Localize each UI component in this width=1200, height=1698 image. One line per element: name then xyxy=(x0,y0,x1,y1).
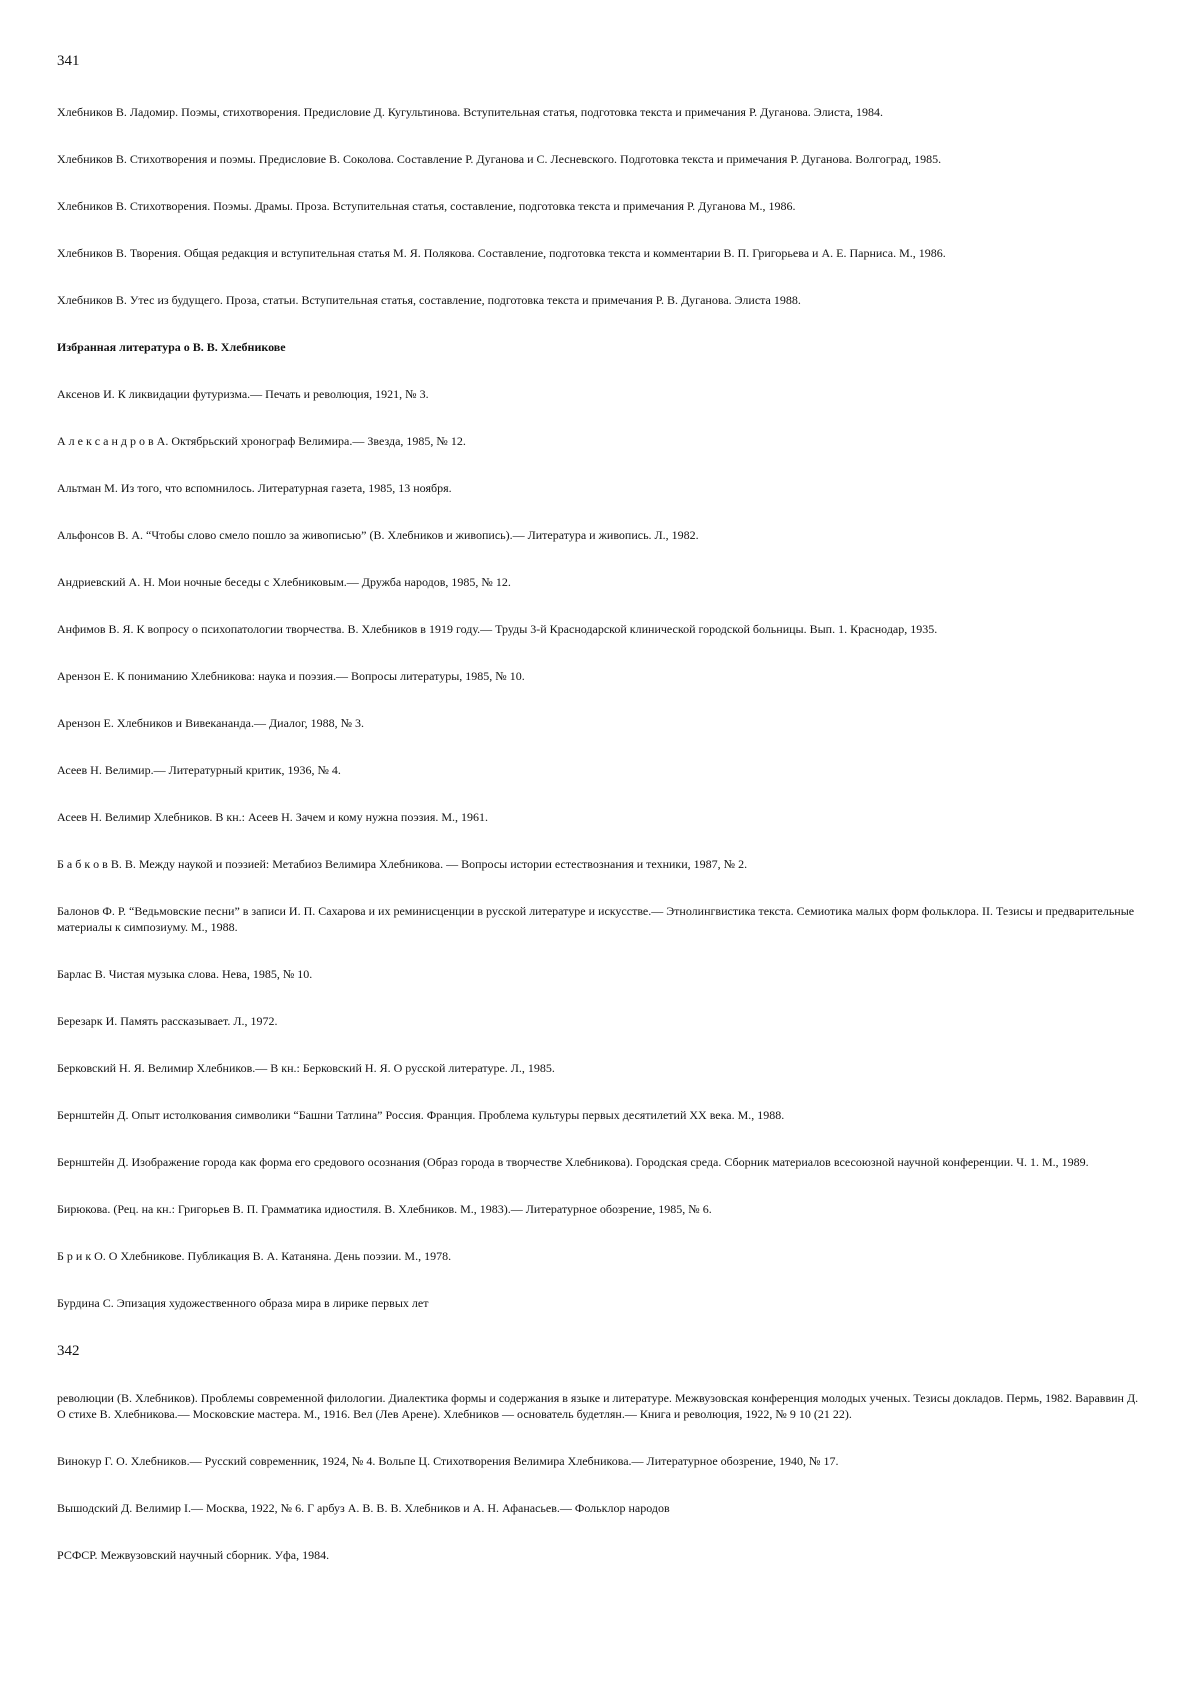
page-number: 341 xyxy=(57,53,80,69)
literature-entry: Винокур Г. О. Хлебников.— Русский современник, 1924, № 4. Вольпе Ц. Стихотворения Велимира Хлебникова.— Литературное обозрение, 1940, № 17. xyxy=(57,1454,839,1468)
literature-entry: Арензон Е. Хлебников и Вивекананда.— Диалог, 1988, № 3. xyxy=(57,716,365,730)
literature-entry: Бурдина С. Эпизация художественного образа мира в лирике первых лет xyxy=(57,1296,429,1310)
bibliography-entry: Хлебников В. Утес из будущего. Проза, статьи. Вступительная статья, составление, подготовка текста и примечания Р. В. Дуганова. Элиста 1988. xyxy=(57,293,801,307)
bibliography-entry: Хлебников В. Ладомир. Поэмы, стихотворения. Предисловие Д. Кугультинова. Вступительная статья, подготовка текста и примечания Р. Дуганова. Элиста, 1984. xyxy=(57,105,884,119)
literature-entry: Бернштейн Д. Опыт истолкования символики “Башни Татлина” Россия. Франция. Проблема культуры первых десятилетий XX века. М., 1988. xyxy=(57,1108,785,1122)
bibliography-entry: Хлебников В. Стихотворения. Поэмы. Драмы. Проза. Вступительная статья, составление, подготовка текста и примечания Р. Дуганова М., 1986. xyxy=(57,199,796,213)
literature-entry: Асеев Н. Велимир Хлебников. В кн.: Асеев Н. Зачем и кому нужна поэзия. М., 1961. xyxy=(57,810,489,824)
literature-entry: Березарк И. Память рассказывает. Л., 1972. xyxy=(57,1014,278,1028)
bibliography-entry: Хлебников В. Стихотворения и поэмы. Предисловие В. Соколова. Составление Р. Дуганова и С. Лесневского. Подготовка текста и примечания Р. Дуганова. Волгоград, 1985. xyxy=(57,152,942,166)
bibliography-entry: Хлебников В. Творения. Общая редакция и вступительная статья М. Я. Полякова. Составление, подготовка текста и комментарии В. П. Григорьева и А. Е. Парниса. М., 1986. xyxy=(57,246,946,260)
literature-entry: Барлас В. Чистая музыка слова. Нева, 1985, № 10. xyxy=(57,967,313,981)
literature-entry: Андриевский А. Н. Мои ночные беседы с Хлебниковым.— Дружба народов, 1985, № 12. xyxy=(57,575,511,589)
literature-entry: Вышодский Д. Велимир I.— Москва, 1922, № 6. Г арбуз А. В. В. В. Хлебников и А. Н. Афанасьев.— Фольклор народов xyxy=(57,1501,670,1515)
literature-entry: Аксенов И. К ликвидации футуризма.— Печать и революция, 1921, № 3. xyxy=(57,387,429,401)
literature-entry: Б р и к О. О Хлебникове. Публикация В. А. Катаняна. День поэзии. М., 1978. xyxy=(57,1249,452,1263)
literature-entry: Балонов Ф. Р. “Ведьмовские песни” в записи И. П. Сахарова и их реминисценции в русской литературе и искусстве.— Этнолингвистика текста. Семиотика малых форм фольклора. II. Тезисы и предварительные материалы к симпозиуму. М., 1988. xyxy=(57,904,1135,934)
literature-entry: Альфонсов В. А. “Чтобы слово смело пошло за живописью” (В. Хлебников и живопись).— Литература и живопись. Л., 1982. xyxy=(57,528,699,542)
literature-entry: Арензон Е. К пониманию Хлебникова: наука и поэзия.— Вопросы литературы, 1985, № 10. xyxy=(57,669,525,683)
document-page xyxy=(57,52,1147,1594)
page-number: 342 xyxy=(57,1343,80,1359)
literature-entry: А л е к с а н д р о в А. Октябрьский хронограф Велимира.— Звезда, 1985, № 12. xyxy=(57,434,466,448)
literature-entry: Бернштейн Д. Изображение города как форма его средового осознания (Образ города в творчестве Хлебникова). Городская среда. Сборник материалов всесоюзной научной конференции. Ч. 1. М., 1989. xyxy=(57,1155,1089,1169)
literature-entry: Анфимов В. Я. К вопросу о психопатологии творчества. В. Хлебников в 1919 году.— Труды 3-й Краснодарской клинической городской больницы. Вып. 1. Краснодар, 1935. xyxy=(57,622,938,636)
literature-entry: революции (В. Хлебников). Проблемы современной филологии. Диалектика формы и содержания в языке и литературе. Межвузовская конференция молодых ученых. Тезисы докладов. Пермь, 1982. Вараввин Д. О стихе В. Хлебникова.— Московские мастера. М., 1916. Вел (Лев Арене). Хлебников — основатель будетлян.— Книга и революция, 1922, № 9 10 (21 22). xyxy=(57,1391,1139,1421)
literature-entry: Б а б к о в В. В. Между наукой и поэзией: Метабиоз Велимира Хлебникова. — Вопросы истории естествознания и техники, 1987, № 2. xyxy=(57,857,748,871)
literature-entry: Берковский Н. Я. Велимир Хлебников.— В кн.: Берковский Н. Я. О русской литературе. Л., 1985. xyxy=(57,1061,555,1075)
literature-entry: РСФСР. Межвузовский научный сборник. Уфа, 1984. xyxy=(57,1548,330,1562)
literature-entry: Асеев Н. Велимир.— Литературный критик, 1936, № 4. xyxy=(57,763,341,777)
literature-entry: Бирюкова. (Рец. на кн.: Григорьев В. П. Грамматика идиостиля. В. Хлебников. М., 1983).— Литературное обозрение, 1985, № 6. xyxy=(57,1202,712,1216)
section-heading: Избранная литература о В. В. Хлебникове xyxy=(57,340,286,354)
literature-entry: Альтман М. Из того, что вспомнилось. Литературная газета, 1985, 13 ноября. xyxy=(57,481,452,495)
